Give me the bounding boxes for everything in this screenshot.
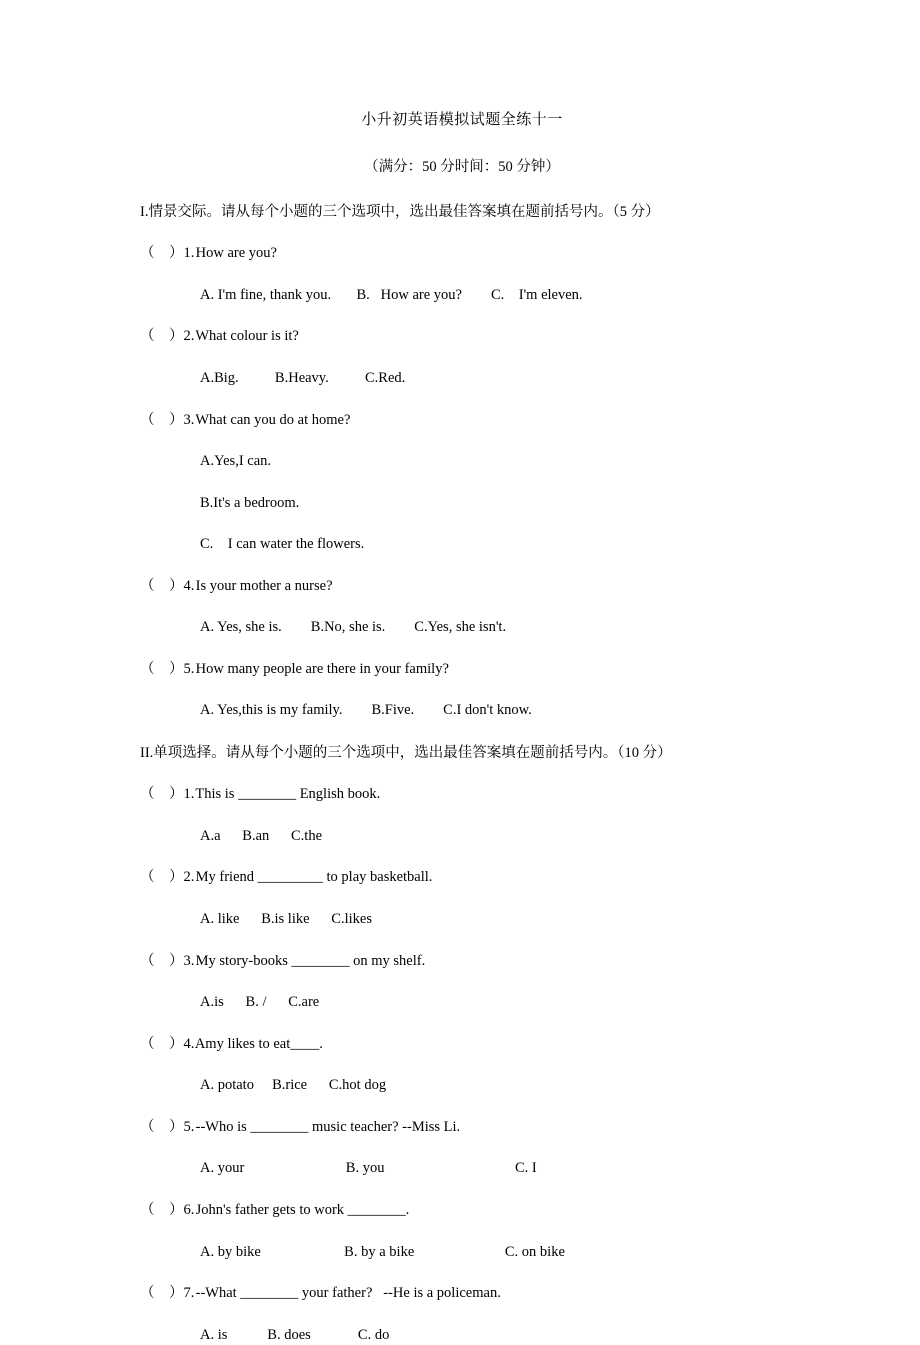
question-stem [140,1284,824,1304]
question-stem [140,327,824,347]
question-stem [140,785,824,805]
question-text: My friend _________ to play basketball. [192,869,433,886]
answer-blank-paren[interactable]: （ ）1. [140,245,195,262]
question-options [140,1326,824,1345]
options-text: A. your B. you C. I [200,1160,537,1177]
question-text: This is ________ English book. [192,786,381,803]
question-stem [140,1118,824,1138]
question-options [140,910,824,930]
answer-blank-paren[interactable]: （ ）7. [140,1285,195,1302]
answer-blank-paren[interactable]: （ ）3. [140,411,195,428]
answer-blank-paren[interactable]: （ ）4. [140,1035,195,1052]
question-stem [140,577,824,597]
question-stem [140,1201,824,1221]
question-text: Is your mother a nurse? [192,577,333,594]
question-options [140,286,824,306]
question-options [140,1243,824,1263]
question-options [140,1076,824,1096]
answer-blank-paren[interactable]: （ ）5. [140,660,195,677]
option-text: C. I can water the flowers. [200,536,365,553]
options-text: A. is B. does C. do [200,1326,390,1343]
question-stem [140,660,824,680]
question-options [140,369,824,389]
question-text: John's father gets to work ________. [192,1201,410,1218]
question-option [140,535,824,555]
question-option [140,494,824,514]
answer-blank-paren[interactable]: （ ）5. [140,1118,195,1135]
question-stem [140,244,824,264]
section-heading-1: I.情景交际。请从每个小题的三个选项中，选出最佳答案填在题前括号内。（5 分） [140,204,660,220]
question-text: How many people are there in your family? [192,660,449,677]
question-option [140,452,824,472]
section-heading-2: II.单项选择。请从每个小题的三个选项中，选出最佳答案填在题前括号内。（10 分） [140,745,672,762]
question-text: What colour is it? [192,328,299,345]
options-text: A.is B. / C.are [200,994,320,1011]
question-options [140,701,824,721]
question-options [140,618,824,638]
option-text: B.It's a bedroom. [200,494,300,511]
answer-blank-paren[interactable]: （ ）2. [140,328,195,345]
question-options [140,827,824,847]
question-options [140,993,824,1013]
answer-blank-paren[interactable]: （ ）4. [140,577,195,594]
question-text: Amy likes to eat____. [192,1035,323,1052]
question-text: My story-books ________ on my shelf. [192,952,426,969]
answer-blank-paren[interactable]: （ ）2. [140,869,195,886]
options-text: A. potato B.rice C.hot dog [200,1077,387,1094]
question-stem [140,952,824,972]
question-text: --Who is ________ music teacher? --Miss Li. [192,1118,461,1135]
options-text: A. by bike B. by a bike C. on bike [200,1243,565,1260]
options-text: A.Big. B.Heavy. C.Red. [200,369,406,386]
answer-blank-paren[interactable]: （ ）1. [140,786,195,803]
option-text: A.Yes,I can. [200,453,272,470]
answer-blank-paren[interactable]: （ ）6. [140,1201,195,1218]
page-subtitle: （满分：50 分时间：50 分钟） [364,159,560,175]
answer-blank-paren[interactable]: （ ）3. [140,952,195,969]
page-title: 小升初英语模拟试题全练十一 [361,112,563,128]
question-options [140,1159,824,1179]
question-text: --What ________ your father? --He is a policeman. [192,1285,501,1302]
options-text: A.a B.an C.the [200,827,323,844]
options-text: A. I'm fine, thank you. B. How are you? C. I'm eleven. [200,286,583,303]
question-stem [140,411,824,431]
options-text: A. Yes, she is. B.No, she is. C.Yes, she isn't. [200,619,507,636]
options-text: A. Yes,this is my family. B.Five. C.I don't know. [200,702,532,719]
question-stem [140,1035,824,1055]
question-text: What can you do at home? [192,411,351,428]
question-stem [140,868,824,888]
question-text: How are you? [192,245,277,262]
options-text: A. like B.is like C.likes [200,911,372,928]
